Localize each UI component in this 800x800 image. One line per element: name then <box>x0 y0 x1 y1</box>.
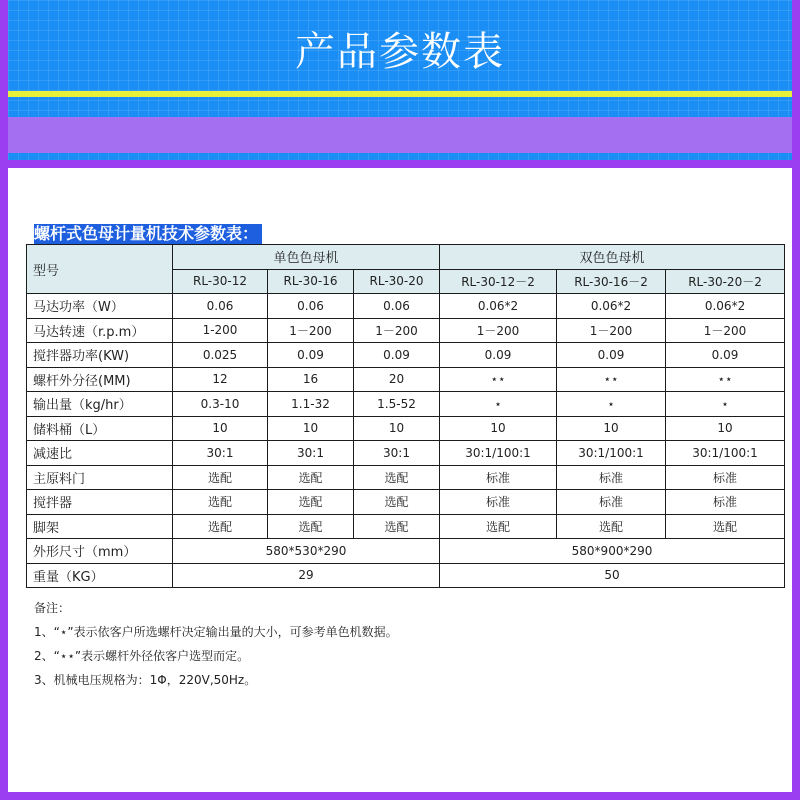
table-cell: 1－200 <box>440 318 557 343</box>
table-cell: ⋆ <box>666 392 785 417</box>
notes-heading: 备注： <box>34 601 71 615</box>
row-label: 马达功率（W） <box>27 294 173 319</box>
table-cell: 16 <box>268 367 354 392</box>
table-cell: 10 <box>557 416 666 441</box>
table-cell: ⋆⋆ <box>666 367 785 392</box>
table-cell: 0.09 <box>666 343 785 368</box>
model-cell: RL-30-12 <box>173 269 268 294</box>
table-cell: ⋆⋆ <box>557 367 666 392</box>
group-double-header: 双色色母机 <box>440 245 785 270</box>
row-label: 重量（KG） <box>27 563 173 588</box>
table-cell: 0.3-10 <box>173 392 268 417</box>
table-cell: 选配 <box>557 514 666 539</box>
table-cell: 10 <box>173 416 268 441</box>
table-cell: 选配 <box>354 514 440 539</box>
row-label: 脚架 <box>27 514 173 539</box>
model-cell: RL-30-20－2 <box>666 269 785 294</box>
row-label: 减速比 <box>27 441 173 466</box>
table-cell: 标准 <box>666 490 785 515</box>
table-cell: 标准 <box>440 490 557 515</box>
spec-table <box>26 244 785 588</box>
content-panel <box>8 168 792 792</box>
table-cell: 30:1/100:1 <box>666 441 785 466</box>
table-cell: 0.06 <box>173 294 268 319</box>
table-cell: 标准 <box>666 465 785 490</box>
table-row <box>27 392 785 417</box>
table-cell: 0.06 <box>268 294 354 319</box>
table-cell: 30:1 <box>354 441 440 466</box>
table-cell: 0.025 <box>173 343 268 368</box>
row-label: 螺杆外分径(MM) <box>27 367 173 392</box>
table-cell: 0.06 <box>354 294 440 319</box>
group-single-header: 单色色母机 <box>173 245 440 270</box>
table-row <box>27 465 785 490</box>
row-label: 主原料门 <box>27 465 173 490</box>
note-item: 1、“⋆”表示依客户所选螺杆决定输出量的大小，可参考单色机数据。 <box>34 625 398 639</box>
header-banner <box>8 0 792 160</box>
table-cell: 20 <box>354 367 440 392</box>
table-cell: 10 <box>354 416 440 441</box>
table-cell: 29 <box>173 563 440 588</box>
table-cell: 12 <box>173 367 268 392</box>
table-cell: 1－200 <box>354 318 440 343</box>
table-cell: 0.09 <box>268 343 354 368</box>
section-title: 螺杆式色母计量机技术参数表： <box>34 224 262 244</box>
table-cell: 30:1/100:1 <box>440 441 557 466</box>
table-cell: 标准 <box>440 465 557 490</box>
table-cell: 50 <box>440 563 785 588</box>
table-cell: 0.06*2 <box>666 294 785 319</box>
table-cell: 580*900*290 <box>440 539 785 564</box>
note-item: 3、机械电压规格为：1Φ，220V,50Hz。 <box>34 673 257 687</box>
table-cell: 1.5-52 <box>354 392 440 417</box>
table-row-dimensions <box>27 539 785 564</box>
table-row <box>27 490 785 515</box>
table-row <box>27 318 785 343</box>
table-cell: 0.09 <box>440 343 557 368</box>
table-cell: 选配 <box>354 465 440 490</box>
table-cell: ⋆ <box>557 392 666 417</box>
table-cell: 1.1-32 <box>268 392 354 417</box>
table-cell: 标准 <box>557 490 666 515</box>
table-cell: 选配 <box>173 465 268 490</box>
model-cell: RL-30-16 <box>268 269 354 294</box>
table-row <box>27 343 785 368</box>
table-cell: 选配 <box>173 490 268 515</box>
table-row <box>27 514 785 539</box>
table-row <box>27 441 785 466</box>
notes <box>34 596 398 692</box>
table-cell: 30:1 <box>268 441 354 466</box>
page-title: 产品参数表 <box>295 29 505 75</box>
table-cell: 选配 <box>268 465 354 490</box>
table-row <box>27 367 785 392</box>
table-cell: 选配 <box>354 490 440 515</box>
table-cell: ⋆ <box>440 392 557 417</box>
table-cell: 10 <box>268 416 354 441</box>
row-label: 搅拌器 <box>27 490 173 515</box>
table-cell: 0.06*2 <box>557 294 666 319</box>
row-label: 输出量（kg/hr） <box>27 392 173 417</box>
table-cell: 1－200 <box>557 318 666 343</box>
table-cell: 1-200 <box>173 318 268 343</box>
table-cell: 30:1 <box>173 441 268 466</box>
table-cell: 选配 <box>268 490 354 515</box>
model-cell: RL-30-20 <box>354 269 440 294</box>
row-label: 马达转速（r.p.m） <box>27 318 173 343</box>
table-cell: 标准 <box>557 465 666 490</box>
table-cell: 1－200 <box>268 318 354 343</box>
table-cell: 1－200 <box>666 318 785 343</box>
table-cell: 0.09 <box>354 343 440 368</box>
banner-purple-stripe <box>8 117 792 153</box>
table-cell: 580*530*290 <box>173 539 440 564</box>
banner-yellow-stripe <box>8 91 792 97</box>
table-row <box>27 294 785 319</box>
table-cell: 10 <box>440 416 557 441</box>
row-label: 搅拌器功率(KW) <box>27 343 173 368</box>
table-cell: 10 <box>666 416 785 441</box>
table-row-weight <box>27 563 785 588</box>
model-label-cell: 型号 <box>27 245 173 294</box>
table-cell: 选配 <box>268 514 354 539</box>
table-cell: 选配 <box>173 514 268 539</box>
row-label: 外形尺寸（mm） <box>27 539 173 564</box>
table-cell: ⋆⋆ <box>440 367 557 392</box>
note-item: 2、“⋆⋆”表示螺杆外径依客户选型而定。 <box>34 649 250 663</box>
row-label: 储料桶（L） <box>27 416 173 441</box>
table-cell: 选配 <box>666 514 785 539</box>
table-header-row <box>27 245 785 270</box>
model-cell: RL-30-12－2 <box>440 269 557 294</box>
model-cell: RL-30-16－2 <box>557 269 666 294</box>
table-row <box>27 416 785 441</box>
table-cell: 选配 <box>440 514 557 539</box>
table-cell: 30:1/100:1 <box>557 441 666 466</box>
table-cell: 0.09 <box>557 343 666 368</box>
table-cell: 0.06*2 <box>440 294 557 319</box>
